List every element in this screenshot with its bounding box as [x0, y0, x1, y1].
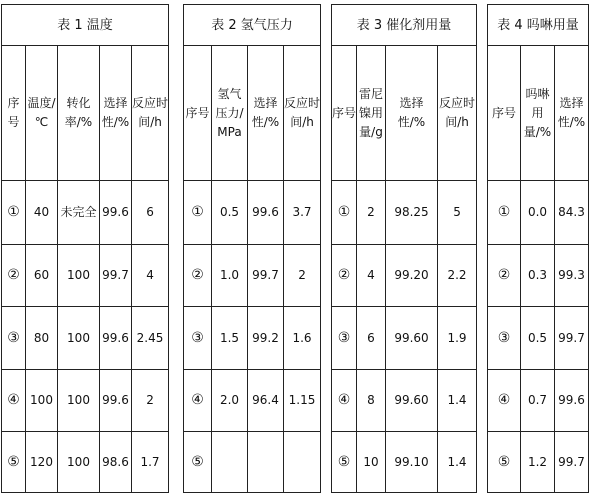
table-cell: 84.3 — [555, 181, 589, 245]
table-cell: 98.25 — [386, 181, 438, 245]
header-cell: 氢气压力/MPa — [212, 46, 248, 181]
table-row — [332, 370, 477, 432]
table-hydrogen-pressure — [183, 4, 321, 493]
table-row — [488, 307, 589, 370]
header-cell: 反应时间/h — [284, 46, 321, 181]
table-row — [2, 370, 169, 432]
row-number: ⑤ — [2, 432, 26, 493]
table-cell: 99.6 — [248, 181, 284, 245]
table-cell: 3.7 — [284, 181, 321, 245]
table-cell: 100 — [26, 370, 58, 432]
row-number: ⑤ — [488, 432, 521, 493]
table-cell: 99.6 — [100, 307, 132, 370]
table-row — [332, 245, 477, 307]
header-cell: 反应时间/h — [438, 46, 477, 181]
table-row — [184, 181, 321, 245]
table-cell: 1.6 — [284, 307, 321, 370]
table-cell: 99.10 — [386, 432, 438, 493]
table-cell: 99.7 — [100, 245, 132, 307]
table-cell: 8 — [357, 370, 386, 432]
table-cell: 99.2 — [248, 307, 284, 370]
row-number: ① — [488, 181, 521, 245]
row-number: ① — [184, 181, 212, 245]
row-number: ② — [2, 245, 26, 307]
table-row — [184, 370, 321, 432]
table-title: 表 2 氢气压力 — [184, 5, 321, 46]
table-catalyst-amount — [331, 4, 477, 493]
row-number: ④ — [2, 370, 26, 432]
table-row — [488, 370, 589, 432]
table-row — [2, 307, 169, 370]
table-cell: 99.3 — [555, 245, 589, 307]
table-cell: 2.0 — [212, 370, 248, 432]
row-number: ① — [2, 181, 26, 245]
row-number: ③ — [488, 307, 521, 370]
table-cell: 99.7 — [555, 432, 589, 493]
header-cell: 反应时间/h — [132, 46, 169, 181]
table-row — [184, 432, 321, 493]
header-cell: 序号 — [184, 46, 212, 181]
table-row — [332, 307, 477, 370]
table-cell: 1.5 — [212, 307, 248, 370]
table-cell: 4 — [357, 245, 386, 307]
table-cell: 100 — [58, 432, 100, 493]
table-cell: 100 — [58, 307, 100, 370]
table-cell: 0.7 — [521, 370, 555, 432]
table-cell — [248, 432, 284, 493]
table-cell: 100 — [58, 370, 100, 432]
row-number: ④ — [332, 370, 357, 432]
row-number: ① — [332, 181, 357, 245]
table-row — [488, 432, 589, 493]
table-row — [488, 181, 589, 245]
table-cell: 1.0 — [212, 245, 248, 307]
table-cell: 99.6 — [555, 370, 589, 432]
table-cell: 1.4 — [438, 432, 477, 493]
row-number: ② — [488, 245, 521, 307]
header-cell: 吗啉用量/% — [521, 46, 555, 181]
table-cell: 1.4 — [438, 370, 477, 432]
table-title: 表 4 吗啉用量 — [488, 5, 589, 46]
table-cell: 5 — [438, 181, 477, 245]
table-cell: 80 — [26, 307, 58, 370]
table-cell: 2 — [357, 181, 386, 245]
table-cell: 2.2 — [438, 245, 477, 307]
table-cell: 10 — [357, 432, 386, 493]
header-cell: 选择性/% — [555, 46, 589, 181]
table-cell: 99.6 — [100, 181, 132, 245]
table-cell: 0.0 — [521, 181, 555, 245]
row-number: ⑤ — [332, 432, 357, 493]
table-cell: 2 — [284, 245, 321, 307]
table-cell — [212, 432, 248, 493]
table-cell: 2.45 — [132, 307, 169, 370]
table-cell: 0.5 — [212, 181, 248, 245]
table-cell: 0.5 — [521, 307, 555, 370]
header-cell: 选择性/% — [100, 46, 132, 181]
table-cell: 99.60 — [386, 370, 438, 432]
header-cell: 序号 — [488, 46, 521, 181]
table-row — [332, 432, 477, 493]
table-cell: 6 — [132, 181, 169, 245]
header-cell: 温度/℃ — [26, 46, 58, 181]
table-cell: 1.7 — [132, 432, 169, 493]
table-cell: 0.3 — [521, 245, 555, 307]
row-number: ③ — [184, 307, 212, 370]
table-cell: 未完全 — [58, 181, 100, 245]
table-cell: 100 — [58, 245, 100, 307]
table-row — [332, 181, 477, 245]
table-cell: 2 — [132, 370, 169, 432]
table-cell: 99.20 — [386, 245, 438, 307]
table-cell: 120 — [26, 432, 58, 493]
table-cell: 4 — [132, 245, 169, 307]
table-title: 表 1 温度 — [2, 5, 169, 46]
table-title: 表 3 催化剂用量 — [332, 5, 477, 46]
header-cell: 雷尼镍用量/g — [357, 46, 386, 181]
table-cell — [284, 432, 321, 493]
table-cell: 60 — [26, 245, 58, 307]
table-row — [2, 432, 169, 493]
table-cell: 99.7 — [555, 307, 589, 370]
row-number: ③ — [332, 307, 357, 370]
header-cell: 转化率/% — [58, 46, 100, 181]
table-cell: 96.4 — [248, 370, 284, 432]
row-number: ⑤ — [184, 432, 212, 493]
table-cell: 1.2 — [521, 432, 555, 493]
row-number: ④ — [184, 370, 212, 432]
table-cell: 1.15 — [284, 370, 321, 432]
table-cell: 99.7 — [248, 245, 284, 307]
table-cell: 99.60 — [386, 307, 438, 370]
table-morpholine-amount — [487, 4, 589, 493]
row-number: ② — [332, 245, 357, 307]
header-cell: 选择性/% — [248, 46, 284, 181]
header-cell: 序号 — [2, 46, 26, 181]
table-cell: 6 — [357, 307, 386, 370]
table-row — [2, 181, 169, 245]
table-row — [2, 245, 169, 307]
row-number: ② — [184, 245, 212, 307]
table-row — [488, 245, 589, 307]
table-cell: 98.6 — [100, 432, 132, 493]
row-number: ③ — [2, 307, 26, 370]
table-cell: 1.9 — [438, 307, 477, 370]
header-cell: 选择性/% — [386, 46, 438, 181]
table-temperature — [1, 4, 169, 493]
row-number: ④ — [488, 370, 521, 432]
table-row — [184, 245, 321, 307]
table-cell: 99.6 — [100, 370, 132, 432]
table-cell: 40 — [26, 181, 58, 245]
header-cell: 序号 — [332, 46, 357, 181]
table-row — [184, 307, 321, 370]
